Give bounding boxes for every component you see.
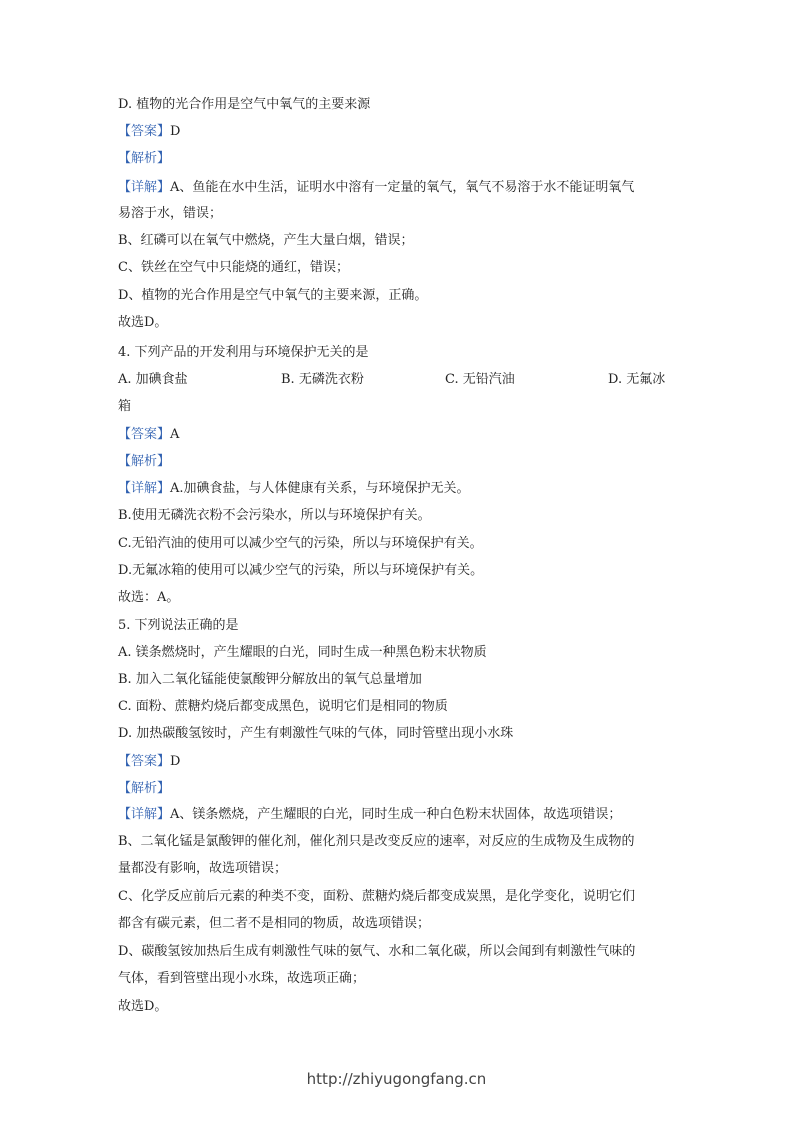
text-line: 故选D。: [118, 999, 168, 1014]
answer-line: 【答案】D: [118, 754, 181, 769]
detail-line: 【详解】A、鱼能在水中生活，证明水中溶有一定量的氧气，氧气不易溶于水不能证明氧气: [118, 180, 635, 195]
text-line: 箱: [118, 399, 132, 414]
footer-url: http://zhiyugongfang.cn: [306, 1070, 487, 1088]
question-4: 4. 下列产品的开发利用与环境保护无关的是: [118, 345, 369, 360]
option-line: D. 加热碳酸氢铵时，产生有刺激性气味的气体，同时管壁出现小水珠: [118, 726, 514, 741]
question-5: 5. 下列说法正确的是: [118, 618, 239, 633]
text-line: 都含有碳元素，但二者不是相同的物质，故选项错误；: [118, 916, 431, 931]
option-d: D. 无氟冰: [608, 372, 666, 387]
analysis-label: 【解析】: [118, 781, 171, 796]
text-line: D、植物的光合作用是空气中氧气的主要来源，正确。: [118, 288, 428, 303]
answer-line: 【答案】A: [118, 427, 180, 442]
text-line: 易溶于水，错误；: [118, 206, 223, 221]
answer-line: 【答案】D: [118, 124, 181, 139]
option-c: C. 无铅汽油: [445, 372, 515, 387]
text-line: 故选D。: [118, 315, 168, 330]
detail-line: 【详解】A.加碘食盐，与人体健康有关系，与环境保护无关。: [118, 481, 470, 496]
text-line: C、铁丝在空气中只能烧的通红，错误；: [118, 260, 349, 275]
text-line: 气体，看到管壁出现小水珠，故选项正确；: [118, 971, 366, 986]
analysis-label: 【解析】: [118, 454, 171, 469]
text-line: C、化学反应前后元素的种类不变，面粉、蔗糖灼烧后都变成炭黑，是化学变化，说明它们: [118, 889, 635, 904]
text-line: 故选：A。: [118, 590, 180, 605]
option-line: A. 镁条燃烧时，产生耀眼的白光，同时生成一种黑色粉末状物质: [118, 645, 487, 660]
option-b: B. 无磷洗衣粉: [281, 372, 364, 387]
text-line: B.使用无磷洗衣粉不会污染水，所以与环境保护有关。: [118, 508, 431, 523]
detail-line: 【详解】A、镁条燃烧，产生耀眼的白光，同时生成一种白色粉末状固体，故选项错误；: [118, 807, 622, 822]
text-line: B、红磷可以在氧气中燃烧，产生大量白烟，错误；: [118, 233, 414, 248]
text-line: 量都没有影响，故选项错误；: [118, 861, 288, 876]
option-line: C. 面粉、蔗糖灼烧后都变成黑色，说明它们是相同的物质: [118, 699, 448, 714]
text-line: D. 植物的光合作用是空气中氧气的主要来源: [118, 97, 371, 112]
text-line: D、碳酸氢铵加热后生成有刺激性气味的氨气、水和二氧化碳，所以会闻到有刺激性气味的: [118, 944, 636, 959]
analysis-label: 【解析】: [118, 151, 171, 166]
text-line: C.无铅汽油的使用可以减少空气的污染，所以与环境保护有关。: [118, 536, 483, 551]
option-line: B. 加入二氧化锰能使氯酸钾分解放出的氧气总量增加: [118, 672, 422, 687]
option-a: A. 加碘食盐: [118, 372, 188, 387]
text-line: B、二氧化锰是氯酸钾的催化剂，催化剂只是改变反应的速率，对反应的生成物及生成物的: [118, 834, 635, 849]
text-line: D.无氟冰箱的使用可以减少空气的污染，所以与环境保护有关。: [118, 563, 484, 578]
